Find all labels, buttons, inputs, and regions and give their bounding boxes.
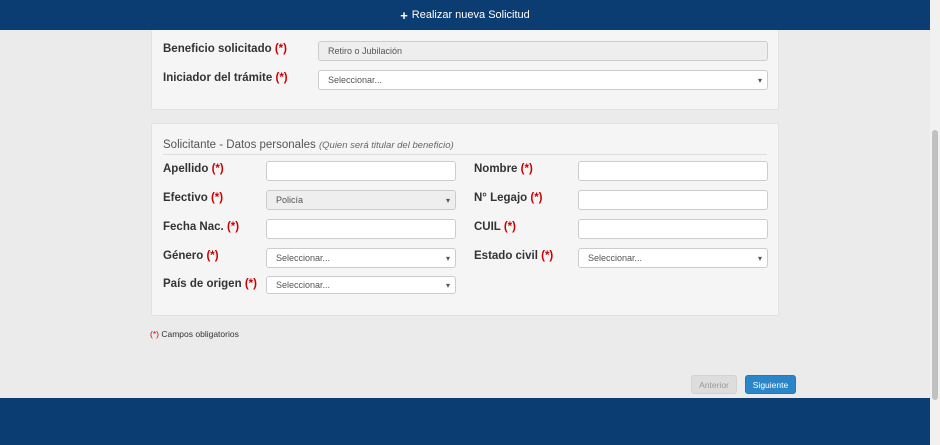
efectivo-label: Efectivo (*) xyxy=(163,192,224,204)
plus-icon[interactable]: + xyxy=(400,7,408,23)
previous-button[interactable]: Anterior xyxy=(691,375,737,394)
beneficio-value: Retiro o Jubilación xyxy=(328,46,403,56)
footer-underline xyxy=(0,398,930,445)
legajo-input[interactable] xyxy=(578,190,768,210)
cuil-label: CUIL (*) xyxy=(474,221,516,233)
genero-label: Género (*) xyxy=(163,250,219,262)
pais-label: País de origen (*) xyxy=(163,278,257,290)
beneficio-label: Beneficio solicitado (*) xyxy=(163,43,287,55)
fecha-input[interactable] xyxy=(266,219,456,239)
genero-select[interactable] xyxy=(266,248,456,268)
required-mark: (*) xyxy=(530,192,543,204)
beneficio-field xyxy=(318,41,768,61)
divider xyxy=(163,154,767,155)
estado-civil-label: Estado civil (*) xyxy=(474,250,554,262)
required-mark: (*) xyxy=(244,278,257,290)
required-mark: (*) xyxy=(150,329,159,339)
top-bar xyxy=(0,0,930,30)
required-mark: (*) xyxy=(206,250,219,262)
scrollbar[interactable] xyxy=(930,0,940,445)
scrollbar-thumb[interactable] xyxy=(932,130,938,400)
nombre-input[interactable] xyxy=(578,161,768,181)
estado-civil-value: Seleccionar... xyxy=(588,253,643,263)
required-mark: (*) xyxy=(520,163,533,175)
required-mark: (*) xyxy=(210,192,224,204)
cuil-input[interactable] xyxy=(578,219,768,239)
required-mark: (*) xyxy=(274,43,287,55)
required-mark: (*) xyxy=(226,221,240,233)
apellido-label: Apellido (*) xyxy=(163,163,224,175)
pais-select[interactable] xyxy=(266,276,456,294)
required-mark: (*) xyxy=(503,221,516,233)
section-title: Solicitante - Datos personales (Quien será titular del beneficio) xyxy=(163,139,454,151)
new-request-link[interactable]: Realizar nueva Solicitud xyxy=(411,9,530,21)
iniciador-label: Iniciador del trámite (*) xyxy=(163,72,288,84)
next-button[interactable]: Siguiente xyxy=(745,375,796,394)
required-mark: (*) xyxy=(275,72,288,84)
efectivo-select xyxy=(266,190,456,210)
pais-value: Seleccionar... xyxy=(276,280,331,290)
genero-value: Seleccionar... xyxy=(276,253,331,263)
legajo-label: N° Legajo (*) xyxy=(474,192,543,204)
solicitante-panel xyxy=(151,123,779,316)
main-form xyxy=(135,30,796,370)
efectivo-value: Policía xyxy=(276,195,304,205)
apellido-input[interactable] xyxy=(266,161,456,181)
required-mark: (*) xyxy=(211,163,224,175)
estado-civil-select[interactable] xyxy=(578,248,768,268)
iniciador-value: Seleccionar... xyxy=(328,75,383,85)
section-subtitle: (Quien será titular del beneficio) xyxy=(318,140,454,151)
required-mark: (*) xyxy=(541,250,554,262)
required-note-text: Campos obligatorios xyxy=(161,329,239,339)
fecha-label: Fecha Nac. (*) xyxy=(163,221,240,233)
nombre-label: Nombre (*) xyxy=(474,163,533,175)
required-note xyxy=(150,329,239,339)
iniciador-select[interactable] xyxy=(318,70,768,90)
tramite-panel xyxy=(151,30,779,110)
